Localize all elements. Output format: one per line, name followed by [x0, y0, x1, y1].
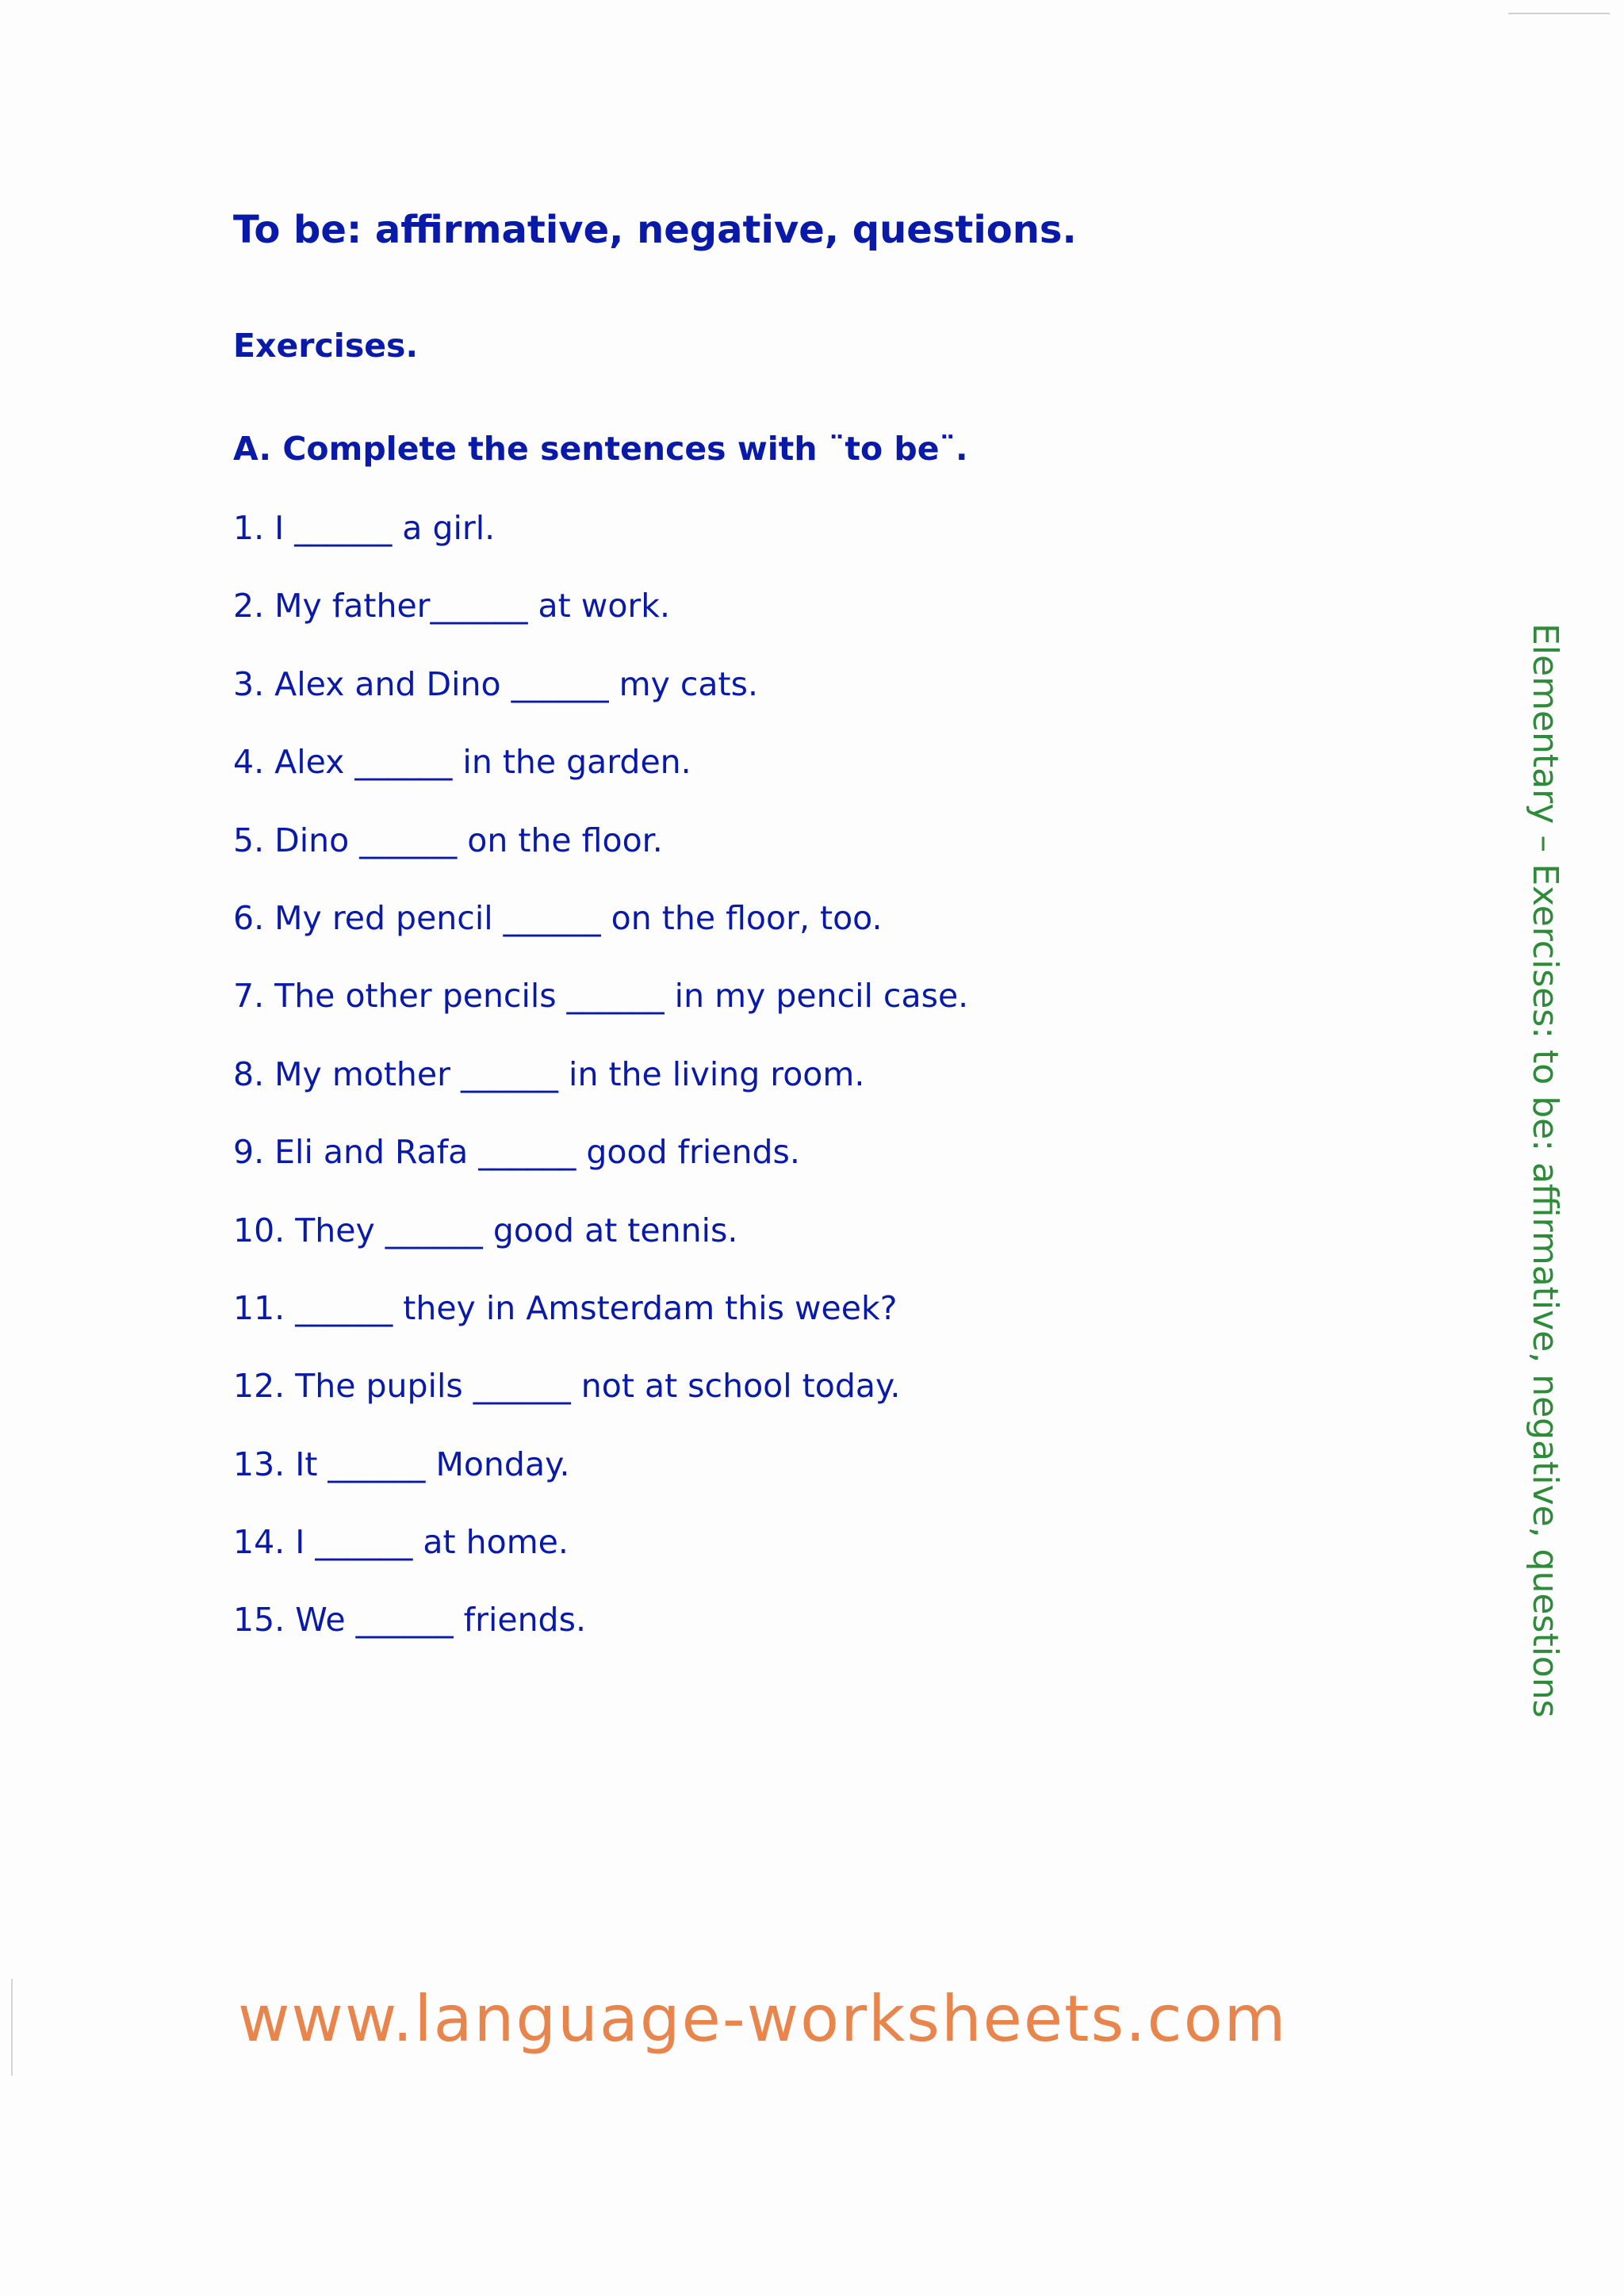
- exercise-item: 9. Eli and Rafa ______ good friends.: [233, 1133, 800, 1172]
- exercise-item: 11. ______ they in Amsterdam this week?: [233, 1288, 898, 1327]
- exercise-item: 13. It ______ Monday.: [233, 1445, 570, 1483]
- exercise-item: 8. My mother ______ in the living room.: [233, 1054, 865, 1093]
- exercise-list: [233, 506, 968, 1676]
- exercise-item: 6. My red pencil ______ on the floor, too.: [233, 898, 883, 937]
- exercise-item: 5. Dino ______ on the floor.: [233, 821, 663, 859]
- exercise-item: 7. The other pencils ______ in my pencil case.: [233, 977, 969, 1016]
- footer-url: www.language-worksheets.com: [238, 1982, 1288, 2056]
- page-title: To be: affirmative, negative, questions.: [233, 208, 1077, 252]
- exercise-item: 3. Alex and Dino ______ my cats.: [233, 664, 759, 703]
- side-label: Elementary – Exercises: to be: affirmative, negative, questions: [1525, 623, 1565, 1718]
- exercise-item: 2. My father______ at work.: [233, 587, 671, 626]
- top-right-rule: [1508, 13, 1610, 14]
- exercise-item: 1. I ______ a girl.: [233, 509, 496, 547]
- exercise-item: 10. They ______ good at tennis.: [233, 1211, 738, 1249]
- section-heading: Exercises.: [233, 327, 419, 365]
- left-margin-rule: [11, 1979, 13, 2076]
- exercise-item: 4. Alex ______ in the garden.: [233, 743, 691, 782]
- exercise-item: 15. We ______ friends.: [233, 1601, 586, 1640]
- exercise-item: 12. The pupils ______ not at school today.: [233, 1367, 901, 1406]
- exercise-instruction: A. Complete the sentences with ¨to be¨.: [233, 430, 968, 468]
- exercise-item: 14. I ______ at home.: [233, 1523, 569, 1562]
